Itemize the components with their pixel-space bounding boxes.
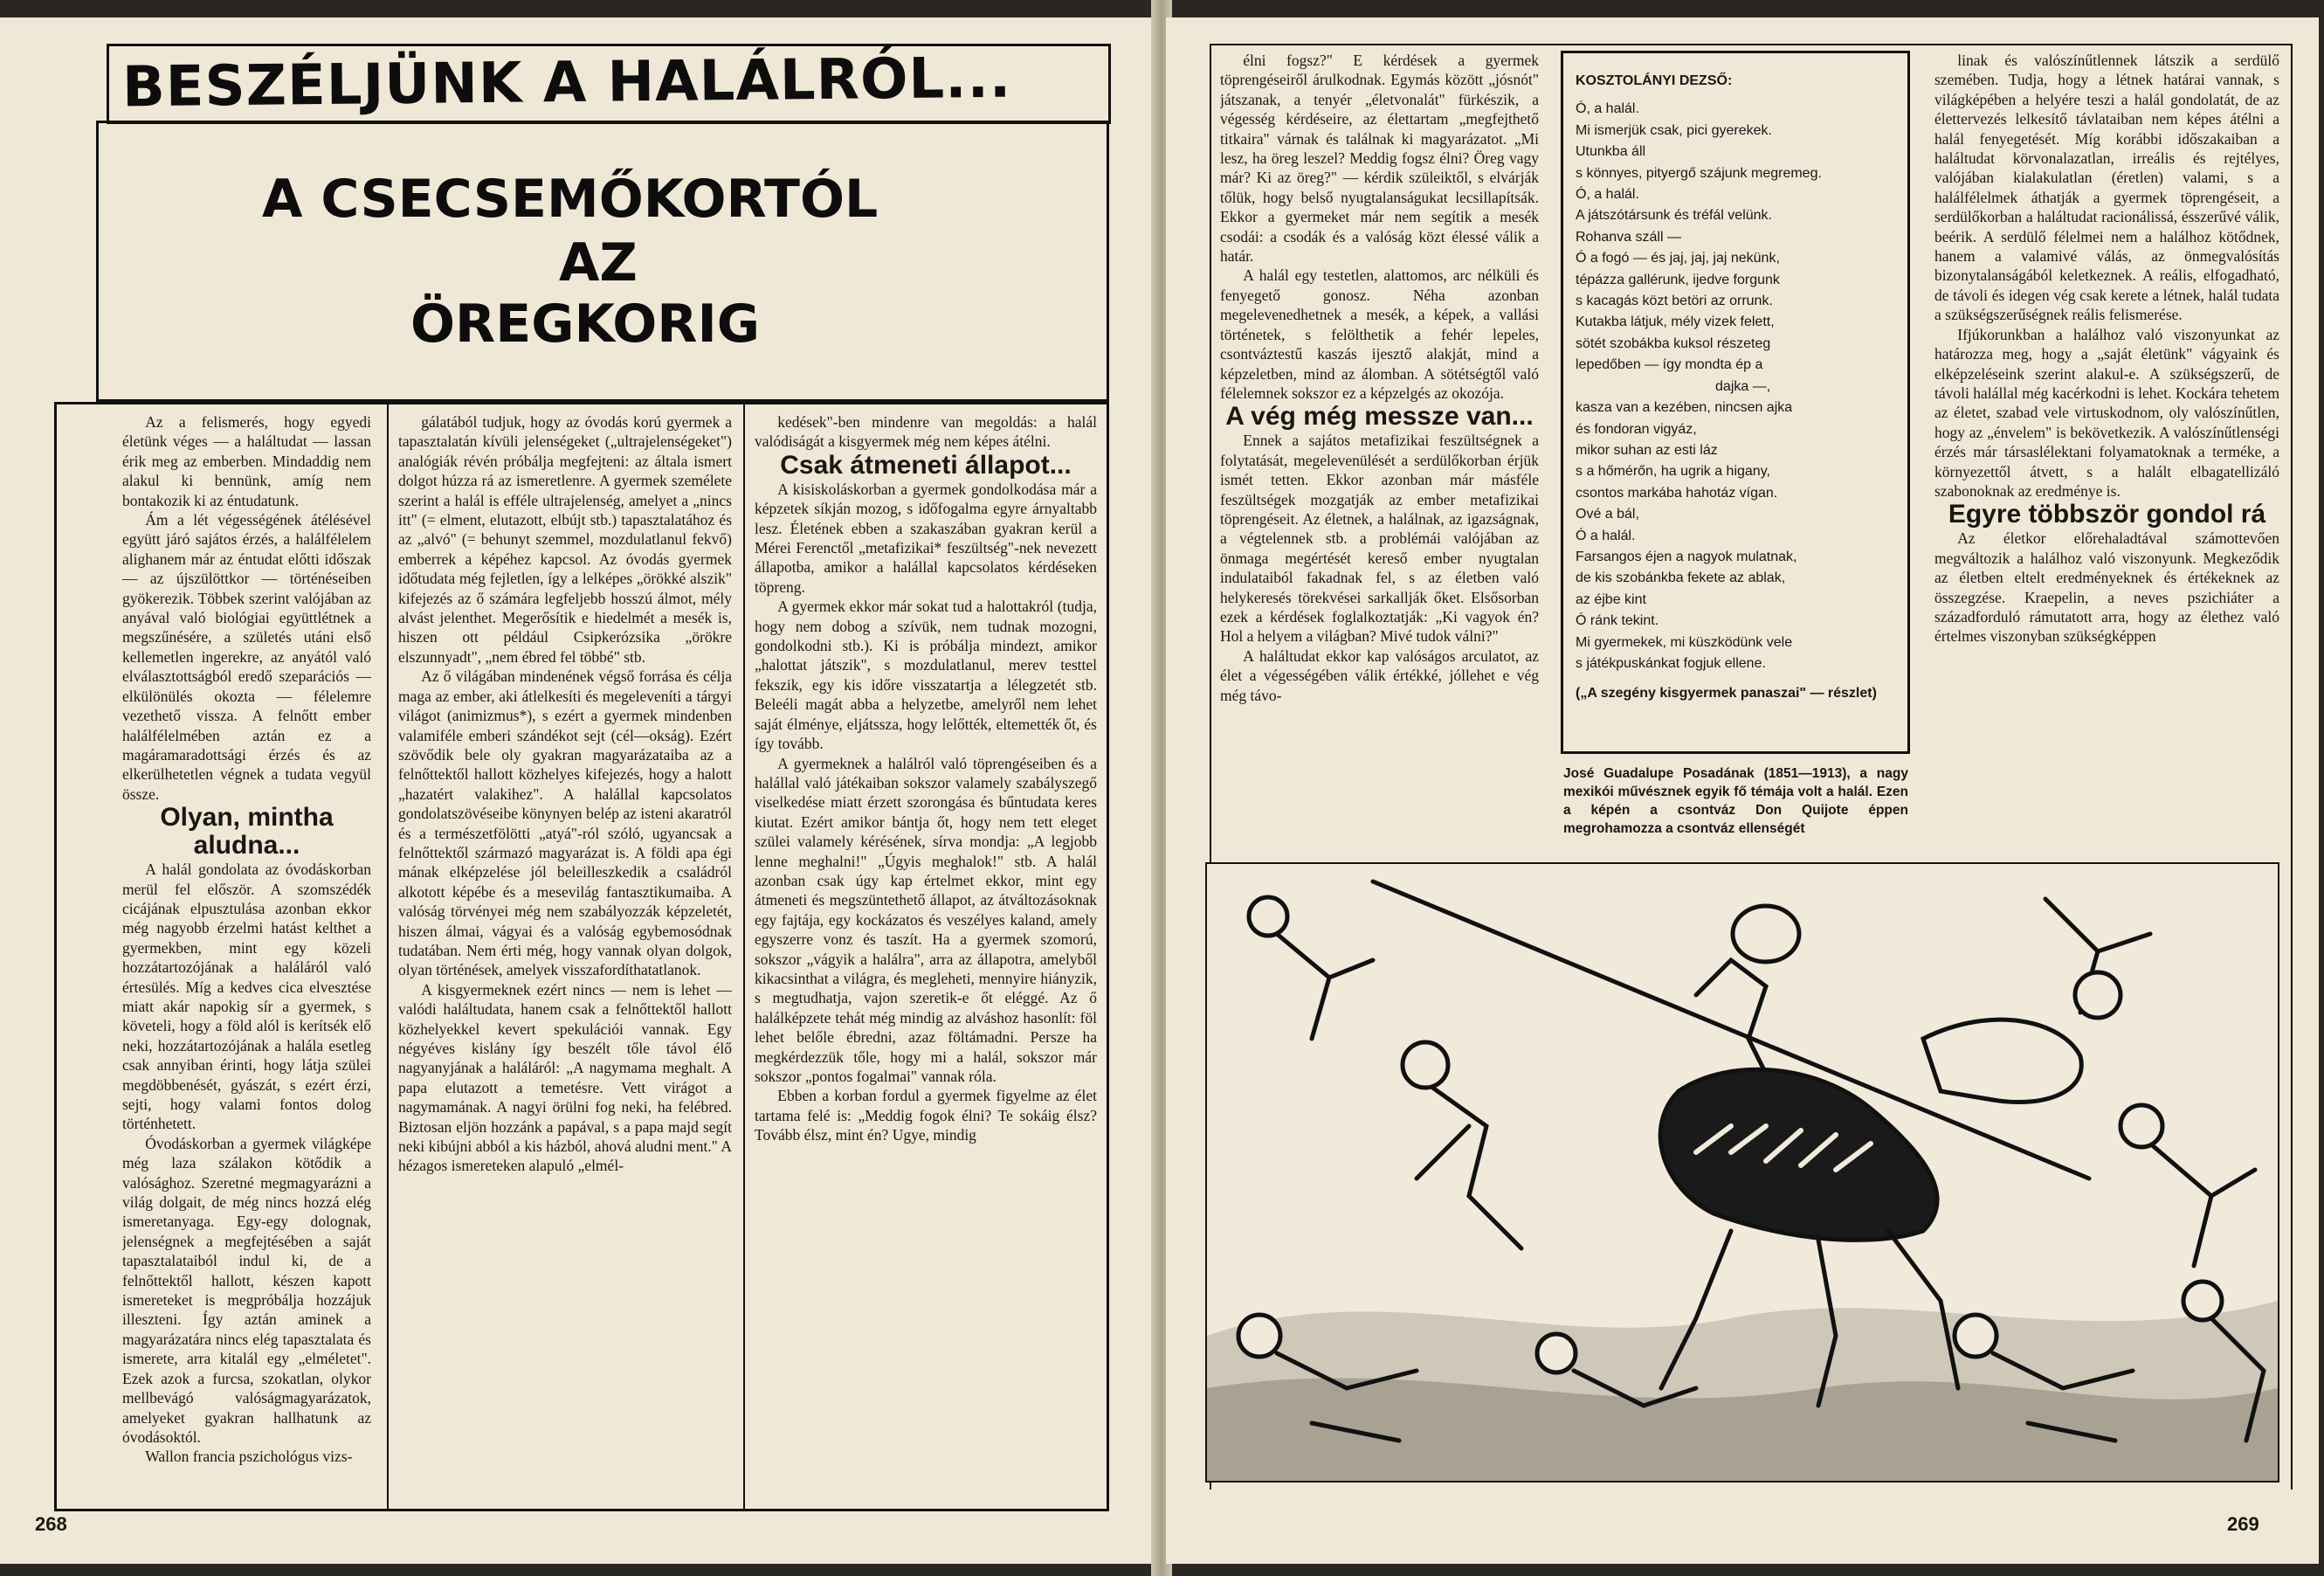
paragraph: A kisgyermeknek ezért nincs — nem is lehet — valódi haláltudata, hanem csak a felnőttektől hallott közhelyekkel kevert spekulációi vannak. Egy négyéves kislány így beszélt tőle távol élő nagyanyjának a haláláról: „A nagymama meghalt. A papa elutazott a temetésre. Vett virágot a nagymamának. A nagyi örülni fog neki, ha felébred. Biztosan eljön hozzánk a papával, s a papa majd segít neki kibújni abból a kis házból, ahová aludni ment." A hézagos ismereteken alapuló „elmél- [398,980,732,1175]
subheading: A vég még messze van... [1225,402,1534,432]
outer-rule-right [2291,44,2293,1490]
skeleton-battle-engraving [1207,864,2278,1481]
poem-line: Mi ismerjük csak, pici gyerekek. [1576,122,1772,138]
paragraph: Ebben a korban fordul a gyermek figyelme az élet tartama felé is: „Meddig fogok élni? Te sokáig élsz? Tovább élsz, mint én? Ugye, mindig [755,1087,1097,1144]
paragraph: A halál egy testetlen, alattomos, arc nélküli és fenyegető gonosz. Néha azonban megelevenedhetnek a mesék, a képek, a vallási történetek, s felölthetik a fehér lepeles, csontváztestű kaszás ijesztő alakját, mind a képzeletben, mind az álomban. A sötétségtől való félelemnek sokszor ez a képzelgés az okozója. [1220,266,1539,402]
paragraph: Ám a lét végességének átélésével együtt járó sajátos érzés, a halálfélelem alighanem már az éntudat előtti időszak — az újszülöttkor — történéseiben gyökerezik. Többek szerint valójában az anyával való biológiai együttlétnek a megszűnésére, a születés utáni első kellemetlen ingerekre, az anyától való elválasztottságból eredő szeparációs — elkülönülés okozta — félelemre vezethető vissza. A felnőtt ember halálfélelmében aztán ez a magáramaradottsági érzés és az elkerülhetetlen végnek a tudata vegyül össze. [122,511,371,803]
subheading: Olyan, mintha aludna... [160,803,334,861]
poem-line: tépázza gallérunk, ijedve forgunk [1576,272,1780,287]
paragraph: A halál gondolata az óvodáskorban merül fel először. A szomszédék cicájának elpusztulása azonban ekkor még nagyobb érzelmi hatást kelthet a gyermekben, mint egy közeli hozzátartozójának a haláláról való értesülés. Míg a kedves cica elvesztése miatt akár napokig sír a gyermek, s követeli, hogy a föld alól is kerítsék elő neki, hozzátartozójának a halála esetleg csak annyiban érinti, hogy látja szülei megdöbbenését, gyászát, s ezért érzi, sejti, hogy valami fontos dolog történhetett. [122,861,371,1133]
paragraph: Óvodáskorban a gyermek világképe még laza szálakon kötődik a valósághoz. Szeretné megmagyarázni a világ dolgait, de még nincs hozzá elég ismeretanyaga. Egy-egy dolognak, jelenségnek a megfejtésében a saját tapasztalataiból indul ki, de a felnőttektől hallott, készen kapott ismereteket is megpróbálja hozzájuk illeszteni. Így aztán aminek a magyarázatára nincs elég tapasztalata és ismerete, arra kitalál egy „elméletet". Ezek azok a furcsa, szokatlan, olykor mellbevágó valóságmagyarázatok, amelyeket gyakran hallhatunk az óvodásoktól. [122,1134,371,1446]
poem-line: Utunkba áll [1576,144,1646,160]
poem-line: Ó a fogó — és jaj, jaj, jaj nekünk, [1576,251,1780,266]
poem-line: Ó, a halál. [1576,187,1639,203]
poem-line: s kacagás közt betöri az orrunk. [1576,294,1773,309]
kicker-headline: BESZÉLJÜNK A HALÁLRÓL... [121,45,1012,121]
poem-line: Ó ránk tekint. [1576,613,1659,629]
poem-line: s játékpuskánkat fogjuk ellene. [1576,655,1766,671]
poem-source: („A szegény kisgyermek panaszai" — részlet) [1576,686,1877,702]
poem-line: s könnyes, pityergő szájunk megremeg. [1576,165,1822,181]
title-line-1: A CSECSEMŐKORTÓL [262,169,879,230]
poem-line: Ó a halál. [1576,528,1636,543]
poem-line: s a hőmérőn, ha ugrik a higany, [1576,464,1770,480]
poem-line: mikor suhan az esti láz [1576,442,1718,458]
page-number: 268 [35,1513,67,1535]
page-number: 269 [2227,1513,2259,1535]
paragraph: Az életkor előrehaladtával számottevően megváltozik a halálhoz való viszonyunk. Megkeződik az életben eltelt eredményeknek és értékeknek az összegzése. Kraepelin, a neves pszichiáter a századforduló rámutatott arra, hogy az élethez való értelmes viszonyban szükségképpen [1934,529,2279,646]
poem-line: Ové a bál, [1576,507,1639,522]
paragraph: A haláltudat ekkor kap valóságos arculatot, az élet a végességében válik értékké, jóllehet e vég még távo- [1220,646,1539,704]
poem-line: Kutakba látjuk, mély vizek felett, [1576,315,1775,330]
poem-line: dajka —, [1576,378,1771,394]
paragraph: gálatából tudjuk, hogy az óvodás korú gyermek a tapasztalatán kívüli jelenségeket („ultrajelenségeket") analógiák révén próbálja megfejteni: az általa ismert dolgot húzza rá az ismeretlenre. A gyermek személete szerint a halál is efféle ultrajelenség, amelyet a „nincs itt" (= elment, elutazott, elbújt stb.) tapasztalatához és az „alvó" (= behunyt szemmel, mozdulatlanul fekvő) emberrek a képéhez kapcsol. Az óvodás gyermek időtudata még fejletlen, így a lelképes „örökké alszik" kifejezés az ő számára legfeljebb hosszú álmot, mély alvást jelenthet. Megerősítik e hiedelmét a mesék is, hiszen ott például Csipkerózsika „örökre elszunnyadt", „nem ébred fel többé" stb. [398,413,732,666]
paragraph: A kisiskoláskorban a gyermek gondolkodása már a képzetek síkján mozog, s időfogalma egyre árnyaltabb lesz. Életének ebben a szakaszában gyakran kerül a Mérei Ferenctől „metafizikai* feszültség"-nek nevezett állapotba, amikor a halállal kapcsolatos kérdéseken töpreng. [755,480,1097,596]
column-rule-1 [387,402,389,1511]
poem-line: és fondoran vigyáz, [1576,421,1697,437]
poem-line: sötét szobákba kuksol részeteg [1576,335,1771,351]
poem-line: kasza van a kezében, nincsen ajka [1576,400,1793,416]
column-rule-2 [743,402,745,1511]
paragraph: linak és valószínűtlennek látszik a serdülő szemében. Tudja, hogy a létnek határai vannak, s világképében a helyére teszi a halál gondolatát, de az élettervezés lelkesítő távlataiban nem képes átélni a halál fenyegetését. Míg korábbi időszakaiban a haláltudat körvonalazatlan, irreális és rejtélyes, valójában kialakulatlan (éretlen) valami, s a halálfélelmek áthatják a gyermek töprengéseit, a serdülőkorban a haláltudat racionálissá, ésszerűvé válik, beérik. A serdülő félelmei nem a halálhoz kötődnek, hanem a valamivé válás, az önmegvalósítás bizonytalanságából keletkeznek. A reális, elfogadható, de távoli és idegen vég csak kerete a létnek, halál tudata a szükségszerűségnek reális felismerése. [1934,52,2279,324]
title-line-2: AZ [559,232,638,294]
poem-line: Ó, a halál. [1576,101,1639,117]
poem-author: KOSZTOLÁNYI DEZSŐ: [1576,73,1733,88]
subheading: Csak átmeneti állapot... [780,450,1072,480]
paragraph: A gyermek ekkor már sokat tud a halottakról (tudja, hogy nem dobog a szívük, nem tudnak mozogni, gondolkodni stb.). Ki is próbálja mindezt, amikor „halottat játszik", s mozdulatlanul, merev testtel fekszik, egy kis időre visszatartja a lélegzetét stb. Beleéli magát abba a helyzetbe, amelyről nem lehet saját élménye, eljátssza, hogy lelőtték, eltemették őt, és így tovább. [755,598,1097,753]
paragraph: Wallon francia pszichológus vizs- [145,1448,353,1466]
left-column-2 [398,412,732,1469]
poem-line: de kis szobánkba fekete az ablak, [1576,570,1786,586]
paragraph: élni fogsz?" E kérdések a gyermek töprengéseiről árulkodnak. Egymás között „jósnót" játszanak, a tenyér „életvonalát" fürkészik, a végesség kérdéseire, az élettartam „megfejthető titkaira" várnak és találnak ki magyarázatot. „Mi lesz, ha öreg leszel? Meddig fogsz élni? Öreg vagy már? Ki az öreg?" — kérdik szüleiktől, s elvárják tőlük, hogy belső nyugtalanságukat lecsillapítsák. Ekkor a gyermeket már nem segítik a mesék csodái: a csodák és a valóság közt élessé válik a határ. [1220,52,1539,266]
paragraph: A gyermeknek a halálról való töprengéseiben és a halállal való játékaiban sokszor valamely szabályszegő viselkedése miatt érzett szorongása és bűntudata keres kiutat. Ezért amikor bántja őt, hogy nem tett eleget szülei valamely kérésének, sírva mondja: „A legjobb lenne meghalni!" „Úgyis meghalok!" stb. A halál azonban csak úgy kap értelmet ekkor, mint egy átmeneti és megszüntethető állapot, az átváltozásoknak egy fajtája, egy kockázatos és veszélyes kaland, amely egyszerre vonz és taszít. Ha a gyermek szomorú, sokszor „vágyik a halálra", arra az állapotra, amelyből kikacsinthat a világra, és megleheti, mennyire hiányzik, s megtudhatja, vajon szeretik-e őt eléggé. Az ő halálképzete tehát még mindig az alváshoz hasonlít: föl lehet belőle ébredni, azaz föltámadni. Persze ha megkérdezzük tőle, hogy mi a halál, sokszor már sokszor „pontos fogalmai" vannak róla. [755,754,1097,1085]
poem-line: Rohanva száll — [1576,229,1681,245]
posada-illustration [1205,862,2279,1483]
title-line-3: ÖREGKORIG [410,294,761,355]
poem-line: A játszótársunk és tréfál velünk. [1576,208,1772,224]
paragraph: kedések"-ben mindenre van megoldás: a halál valódiságát a kisgyermek még nem képes átélni. [755,413,1097,451]
right-column-3 [1934,51,2279,863]
poem-box [1561,51,1910,754]
poem-line: csontos markába hahotáz vígan. [1576,485,1778,501]
left-column-1 [122,412,371,1469]
paragraph: Az a felismerés, hogy egyedi életünk véges — a haláltudat — lassan érik meg az emberben. Mindaddig nem alakul ki bennünk, amíg nem bontakozik ki az éntudatunk. [122,413,371,509]
left-page [0,17,1157,1564]
poem-line: Mi gyermekek, mi küszködünk vele [1576,634,1793,650]
poem-line: Farsangos éjen a nagyok mulatnak, [1576,549,1797,564]
left-column-3 [755,412,1097,1469]
paragraph: Ennek a sajátos metafizikai feszültségnek a folytatását, megelevenülését a serdülőkorban érjük ismét tetten. Ekkor azonban már másféle feszültségek mozgatják az ember metafizikai töprengéseit. Az életnek, a halálnak, az igazságnak, a végtelennek stb. a problémái valójában az önmaga megértését kereső ember nyugtalan indulataiból fakadnak fel, s az életben való helykeresés törekvései sarkallják őket. Elsősorban ezek a kérdések foglalkoztatják: „Ki vagyok én? Hol a helyem a világban? Mivé tudok válni?" [1220,432,1539,646]
paragraph: Ifjúkorunkban a halálhoz való viszonyunkat az határozza meg, hogy a „saját életünk" vágyaink és elképzeléseink szerint alakul-e. A szükségszerű, de távoli halállal még kacérkodni is lehet. Kockára tehetem az életet, szabad vele virtuskodnom, oly valószínűtlen, hogy az „énvelem" is bekövetkezik. A valószínűtlenségi érzés már társaslélektani folyamatoknak a terméke, a környezettől átvett, s a halált elbagatellizáló szabonoknak az eredménye is. [1934,325,2279,500]
poem-line: lepedőben — így mondta ép a [1576,357,1763,373]
poem-line: az éjbe kint [1576,591,1646,607]
poem [1576,71,1895,705]
poem-lines [1576,99,1895,674]
subheading: Egyre többször gondol rá [1948,500,2266,529]
right-column-1 [1220,51,1539,863]
top-rule [1210,44,2293,45]
paragraph: Az ő világában mindenének végső forrása és célja maga az ember, aki átlelkesíti és megeleveníti a tárgyi világot (animizmus*), s ezért a gyermek mindenben valamiféle emberi szándékot sejt (cél—okság). Ezért szövődik bele oly gyakran magyarázataiba az a felnőttektől hallott közhelyes kifejezés, hogy a halott „hazatért valakihez". A halállal kapcsolatos gondolatszövéseibe könynyen belép az isteni akaratról és a természetfölötti „atyá"-ról szóló, ugyancsak a felnőttektől származó magyarázat is. A földi apa égi mának elképzelése jól beleilleszkedik a családról alkotott képébe és a mesevilág fantasztikumaiba. A valóság törvényei még nem szabályozzák képzeletét, hiszen álmai, vágyai és a valóság egybemosódnak tudatában. Nem érti még, hogy vannak olyan dolgok, olyan történések, amelyek visszafordíthatatlanok. [398,667,732,979]
image-caption: José Guadalupe Posadának (1851—1913), a nagy mexikói művésznek egyik fő témája volt a halál. Ezen a képén a csontváz Don Quijote éppen megrohamozza a csontváz ellenségét [1563,766,1908,836]
